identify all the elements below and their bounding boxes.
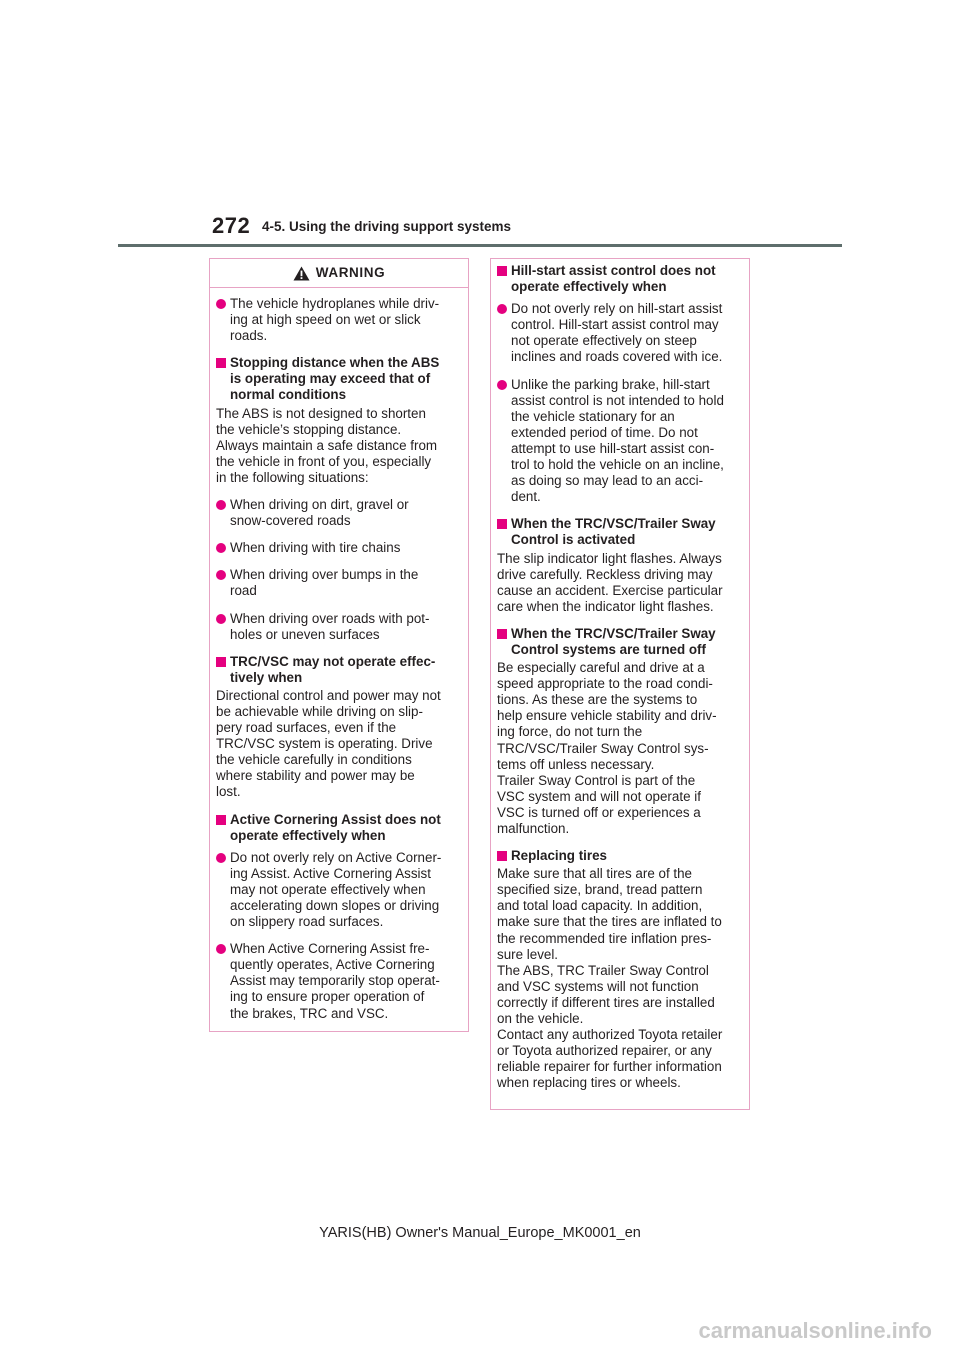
bullet-text: When driving over roads with pot- holes or uneven surfaces bbox=[230, 610, 430, 642]
square-bullet-icon bbox=[216, 657, 226, 667]
header-rule bbox=[118, 244, 842, 247]
subheading-text: TRC/VSC may not operate effec- tively when bbox=[230, 653, 436, 685]
square-bullet-icon bbox=[497, 629, 507, 639]
bullet-dot-icon bbox=[497, 380, 507, 390]
bullet-dot-icon bbox=[216, 543, 226, 553]
bullet-text: Do not overly rely on hill-start assist control. Hill-start assist control may not operate effectively on steep inclines and roads covered with ice. bbox=[511, 301, 723, 365]
square-bullet-icon bbox=[497, 519, 507, 529]
bullet-dot-icon bbox=[216, 570, 226, 580]
square-bullet-icon bbox=[216, 815, 226, 825]
square-bullet-icon bbox=[216, 358, 226, 368]
section-title: 4-5. Using the driving support systems bbox=[262, 219, 512, 234]
subheading-text: When the TRC/VSC/Trailer Sway Control systems are turned off bbox=[511, 625, 716, 657]
subheading bbox=[497, 626, 743, 658]
square-bullet-icon bbox=[497, 851, 507, 861]
paragraph: Directional control and power may not be achievable while driving on slip- pery road surfaces, even if the TRC/VSC system is operating. Drive the vehicle carefully in conditions where stability and power may be lost. bbox=[216, 687, 441, 800]
bullet-text: Unlike the parking brake, hill-start assist control is not intended to hold the vehicle stationary for an extended period of time. Do not attempt to use hill-start assist con- trol to hold the vehicle on an incline, as doing so may lead to an acci- dent. bbox=[511, 376, 724, 505]
subheading bbox=[497, 516, 743, 548]
paragraph: Be especially careful and drive at a speed appropriate to the road condi- tions. As these are the systems to help ensure vehicle stability and driv- ing force, do not turn the TRC/VSC/Trailer Sway Control sys- tems off unless necessary. Trailer Sway Control is part of the VSC system and will not operate if VSC is turned off or experiences a malfunction. bbox=[497, 660, 717, 836]
list-item bbox=[216, 296, 462, 344]
warning-header bbox=[210, 259, 468, 288]
page-number: 272 bbox=[212, 213, 251, 238]
list-item bbox=[216, 941, 462, 1021]
subheading-text: When the TRC/VSC/Trailer Sway Control is activated bbox=[511, 516, 716, 548]
paragraph: The ABS is not designed to shorten the vehicle’s stopping distance. Always maintain a safe distance from the vehicle in front of you, especially in the following situations: bbox=[216, 405, 438, 485]
bullet-text: Do not overly rely on Active Corner- ing Assist. Active Cornering Assist may not operate effectively when accelerating down slopes or driving on slippery road surfaces. bbox=[230, 849, 442, 930]
bullet-dot-icon bbox=[216, 944, 226, 954]
bullet-dot-icon bbox=[216, 299, 226, 309]
subheading-text: Stopping distance when the ABS is operating may exceed that of normal conditions bbox=[230, 355, 440, 403]
subheading bbox=[497, 263, 743, 295]
warning-box bbox=[209, 258, 469, 1032]
warning-label: WARNING bbox=[315, 264, 386, 280]
bullet-text: When driving over bumps in the road bbox=[230, 567, 419, 599]
list-item bbox=[497, 301, 743, 365]
list-item bbox=[216, 611, 462, 643]
list-item bbox=[497, 377, 743, 506]
bullet-dot-icon bbox=[216, 500, 226, 510]
warning-box-continued bbox=[490, 258, 750, 1110]
bullet-dot-icon bbox=[497, 304, 507, 314]
bullet-text: The vehicle hydroplanes while driv- ing at high speed on wet or slick roads. bbox=[230, 296, 440, 344]
list-item bbox=[216, 497, 462, 529]
bullet-text: When Active Cornering Assist fre- quently operates, Active Cornering Assist may temporarily stop operat- ing to ensure proper operation of the brakes, TRC and VSC. bbox=[230, 941, 440, 1021]
subheading-text: Replacing tires bbox=[511, 848, 607, 864]
subheading bbox=[216, 812, 462, 844]
list-item bbox=[216, 850, 462, 930]
subheading bbox=[216, 654, 462, 686]
bullet-text: When driving on dirt, gravel or snow-covered roads bbox=[230, 497, 409, 529]
bullet-text: When driving with tire chains bbox=[230, 540, 401, 556]
bullet-dot-icon bbox=[216, 853, 226, 863]
watermark: carmanualsonline.info bbox=[698, 1318, 932, 1343]
subheading-text: Hill-start assist control does not operate effectively when bbox=[511, 263, 716, 295]
list-item bbox=[216, 567, 462, 599]
subheading-text: Active Cornering Assist does not operate effectively when bbox=[230, 811, 441, 843]
paragraph: Make sure that all tires are of the specified size, brand, tread pattern and total load capacity. In addition, make sure that the tires are inflated to the recommended tire inflation pres- sure level. The ABS, TRC Trailer Sway Control and VSC systems will not function correctly if different tires are installed on the vehicle. Contact any authorized Toyota retailer or Toyota authorized repairer, or any reliable repairer for further information when replacing tires or wheels. bbox=[497, 866, 723, 1091]
paragraph: The slip indicator light flashes. Always drive carefully. Reckless driving may cause an accident. Exercise particular care when the indicator light flashes. bbox=[497, 550, 723, 614]
bullet-dot-icon bbox=[216, 614, 226, 624]
footer-manual-id: YARIS(HB) Owner's Manual_Europe_MK0001_en bbox=[319, 1225, 641, 1241]
square-bullet-icon bbox=[497, 266, 507, 276]
subheading bbox=[497, 848, 743, 864]
subheading bbox=[216, 355, 462, 403]
list-item bbox=[216, 540, 462, 556]
warning-triangle-icon bbox=[293, 266, 310, 281]
